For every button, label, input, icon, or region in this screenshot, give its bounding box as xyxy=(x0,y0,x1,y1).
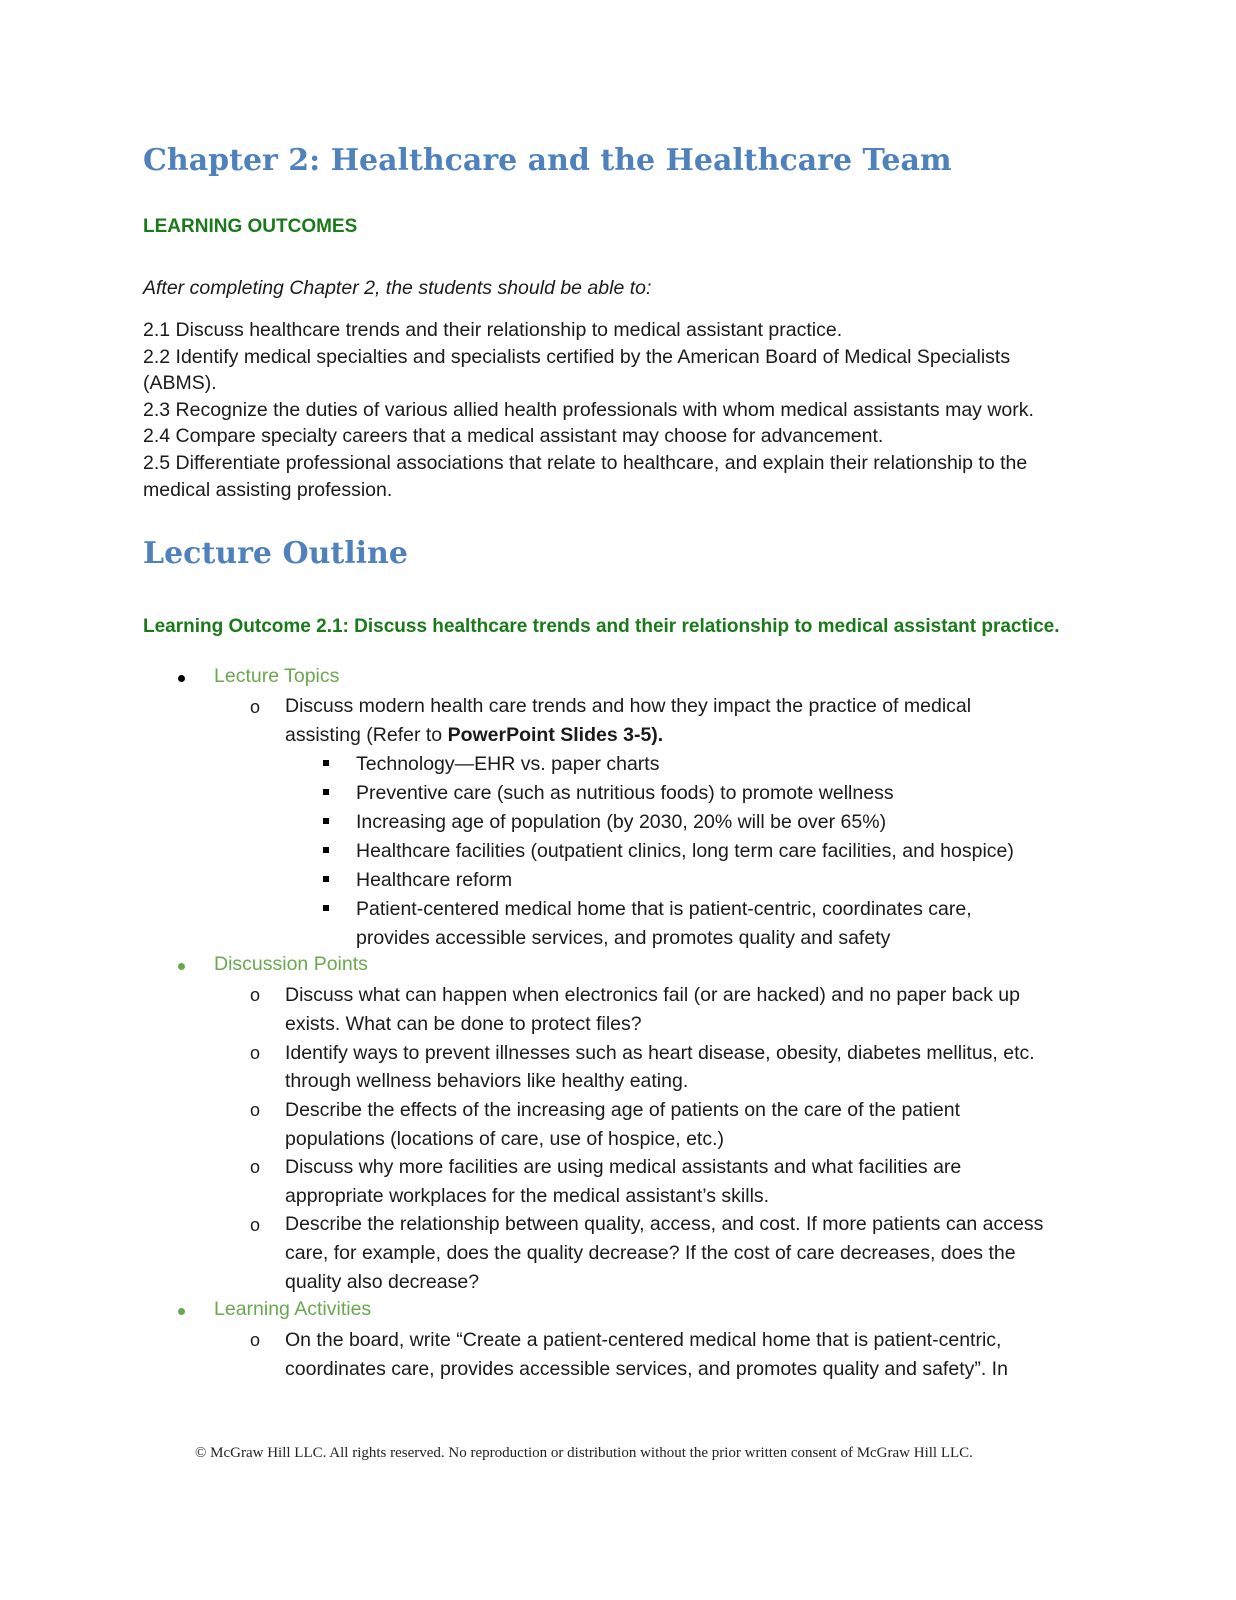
discussion-item-line: Identify ways to prevent illnesses such as heart disease, obesity, diabetes mellitus, etc. xyxy=(285,1042,1035,1064)
outcomes-list xyxy=(143,317,1083,503)
activity-item-line: On the board, write “Create a patient-centered medical home that is patient-centric, xyxy=(285,1329,1002,1351)
outcome-item: 2.5 Differentiate professional associations that relate to healthcare, and explain their relationship to the medical assisting profession. xyxy=(143,451,1028,501)
outcome-item: 2.3 Recognize the duties of various allied health professionals with whom medical assistants may work. xyxy=(143,398,1034,421)
subitem: Preventive care (such as nutritious foods) to promote wellness xyxy=(356,782,894,804)
discussion-item-line: appropriate workplaces for the medical assistant’s skills. xyxy=(285,1185,770,1207)
discussion-item-line: Discuss why more facilities are using medical assistants and what facilities are xyxy=(285,1156,962,1178)
bullet-icon xyxy=(178,1308,185,1315)
activity-item-line: coordinates care, provides accessible services, and promotes quality and safety”. In xyxy=(285,1358,1008,1380)
discussion-item-line: exists. What can be done to protect files? xyxy=(285,1013,642,1035)
circle-bullet-icon: o xyxy=(250,985,261,1005)
discussion-item-line: Discuss what can happen when electronics fail (or are hacked) and no paper back up xyxy=(285,984,1020,1006)
square-bullet-icon xyxy=(323,876,329,882)
powerpoint-reference: PowerPoint Slides 3-5). xyxy=(447,724,664,746)
lecture-topics-label: Lecture Topics xyxy=(214,665,340,687)
topic-item-text: assisting (Refer to xyxy=(285,724,448,746)
learning-outcomes-heading: LEARNING OUTCOMES xyxy=(143,216,358,237)
learning-activities-label: Learning Activities xyxy=(214,1298,372,1320)
subitem: Healthcare facilities (outpatient clinics, long term care facilities, and hospice) xyxy=(356,840,1014,862)
copyright-footer: © McGraw Hill LLC. All rights reserved. No reproduction or distribution without the prior written consent of McGraw Hill LLC. xyxy=(195,1445,973,1461)
square-bullet-icon xyxy=(323,847,329,853)
square-bullet-icon xyxy=(323,760,329,766)
lecture-outline-heading: Lecture Outline xyxy=(143,536,408,571)
subitem: provides accessible services, and promotes quality and safety xyxy=(356,927,891,949)
subitem: Patient-centered medical home that is patient-centric, coordinates care, xyxy=(356,898,972,920)
discussion-item-line: quality also decrease? xyxy=(285,1271,480,1293)
topic-item-line: Discuss modern health care trends and how they impact the practice of medical xyxy=(285,695,972,717)
outcome-item: 2.4 Compare specialty careers that a medical assistant may choose for advancement. xyxy=(143,425,884,448)
square-bullet-icon xyxy=(323,905,329,911)
discussion-points-label: Discussion Points xyxy=(214,953,368,975)
circle-bullet-icon: o xyxy=(250,1215,261,1235)
discussion-item-line: Describe the effects of the increasing age of patients on the care of the patient xyxy=(285,1099,960,1121)
discussion-item-line: Describe the relationship between quality, access, and cost. If more patients can access xyxy=(285,1213,1044,1235)
intro-text: After completing Chapter 2, the students should be able to: xyxy=(143,277,652,299)
circle-bullet-icon: o xyxy=(250,1330,261,1350)
topic-item-line xyxy=(285,721,663,750)
chapter-title: Chapter 2: Healthcare and the Healthcare Team xyxy=(143,143,952,178)
discussion-item-line: care, for example, does the quality decrease? If the cost of care decreases, does the xyxy=(285,1242,1016,1264)
bullet-icon xyxy=(178,963,185,970)
square-bullet-icon xyxy=(323,818,329,824)
outcome-item: 2.2 Identify medical specialties and specialists certified by the American Board of Medical Specialists (ABMS). xyxy=(143,345,1011,395)
circle-bullet-icon: o xyxy=(250,1100,261,1120)
discussion-item-line: populations (locations of care, use of hospice, etc.) xyxy=(285,1128,724,1150)
square-bullet-icon xyxy=(323,789,329,795)
subitem: Technology—EHR vs. paper charts xyxy=(356,753,660,775)
outcome-item: 2.1 Discuss healthcare trends and their relationship to medical assistant practice. xyxy=(143,319,843,341)
circle-bullet-icon: o xyxy=(250,1157,261,1177)
subitem: Increasing age of population (by 2030, 20% will be over 65%) xyxy=(356,811,887,833)
circle-bullet-icon: o xyxy=(250,1043,261,1063)
bullet-icon xyxy=(178,675,185,682)
discussion-item-line: through wellness behaviors like healthy eating. xyxy=(285,1070,689,1092)
circle-bullet-icon: o xyxy=(250,697,261,717)
learning-outcome-21-heading: Learning Outcome 2.1: Discuss healthcare trends and their relationship to medical assistant practice. xyxy=(143,616,1060,637)
subitem: Healthcare reform xyxy=(356,869,513,891)
